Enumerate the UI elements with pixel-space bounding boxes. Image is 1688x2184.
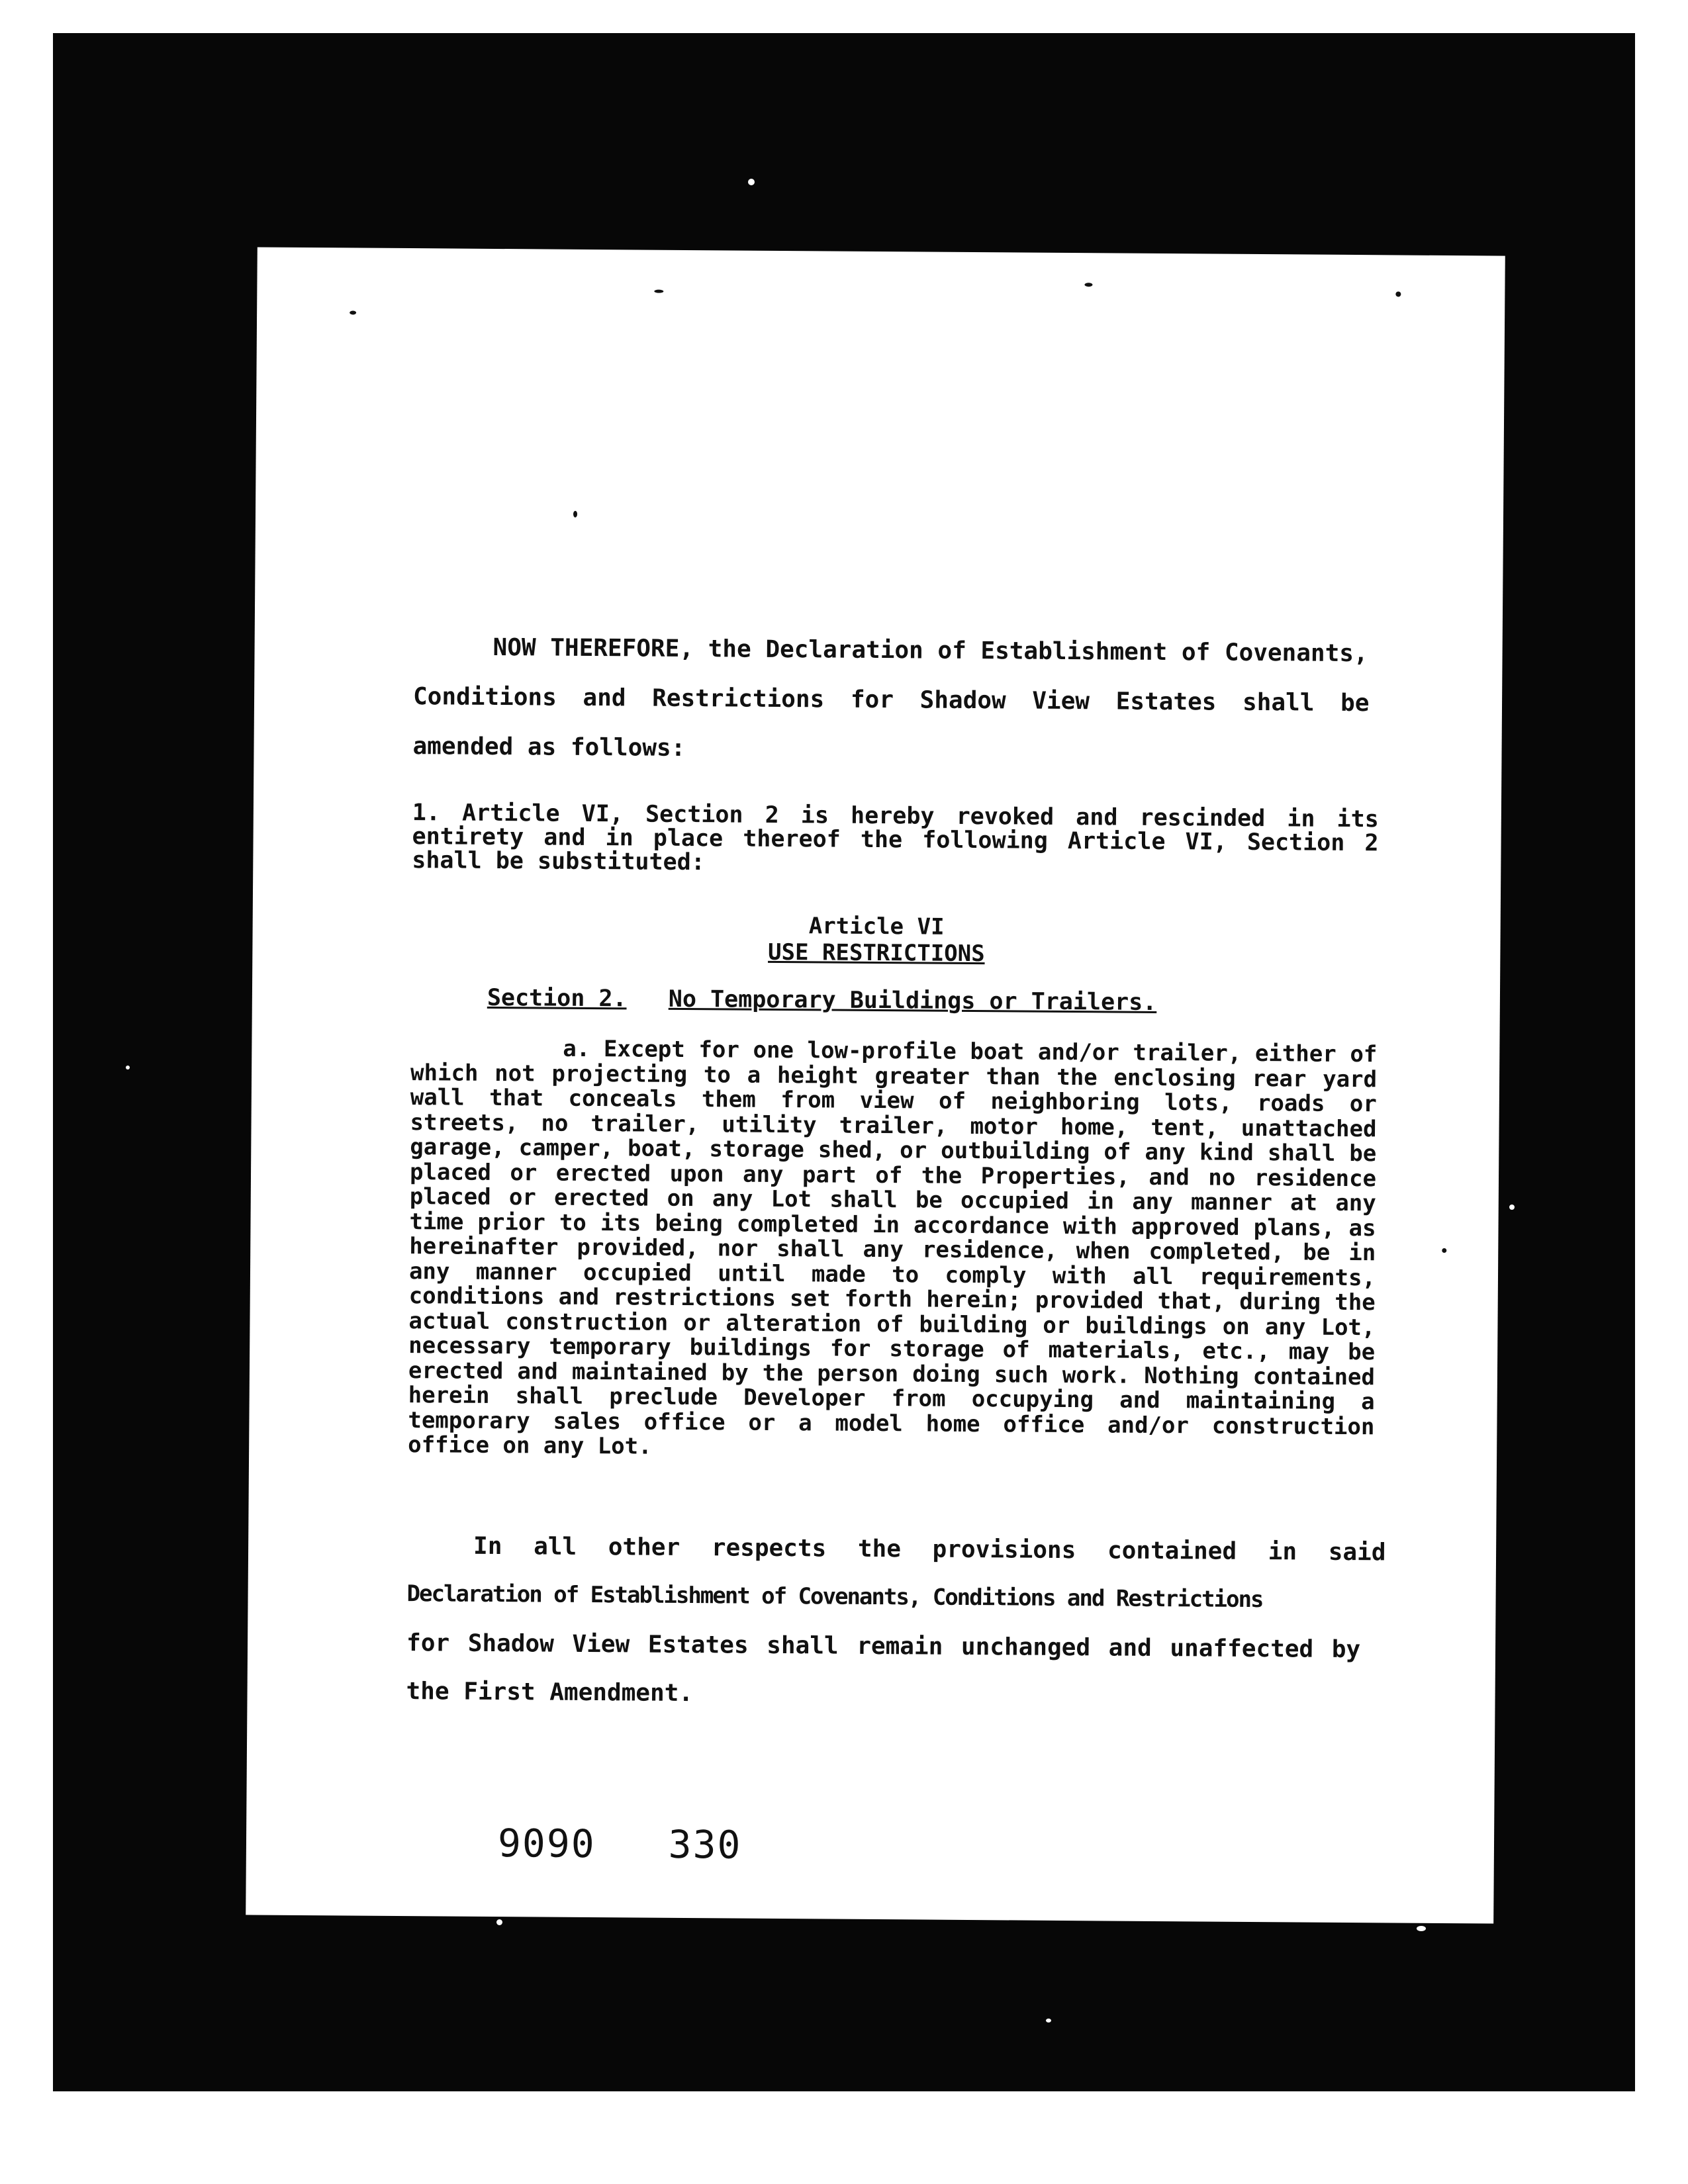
book-page-stamp	[498, 1821, 815, 1868]
closing-line-3: for Shadow View Estates shall remain unchanged and unaffected by	[406, 1629, 1361, 1664]
scan-speck	[748, 179, 755, 185]
section-heading	[487, 985, 1157, 1016]
section-label: Section 2.	[487, 984, 627, 1013]
intro-line-3: amended as follows:	[412, 733, 686, 762]
scan-speck	[1442, 1248, 1446, 1253]
intro-line-2: Conditions and Restrictions for Shadow View Estates shall be	[412, 683, 1370, 717]
intro-line-1: NOW THEREFORE, the Declaration of Establishment of Covenants,	[492, 633, 1368, 668]
scan-speck	[1046, 2019, 1051, 2023]
paragraph-a: a. Except for one low-profile boat and/or trailer, either of which not projecting to a height greater than the enclosing rear yard wall that conceals them from view of neighboring lots, roads or streets, no trailer, utility trailer, motor home, tent, unattached garage, camper, boat, storage shed, or outbuilding of any kind shall be placed or erected upon any part of the Properties, and no residence placed or erected on any Lot shall be occupied in any manner at any time prior to its being completed in accordance with approved plans, as hereinafter provided, nor shall any residence, when completed, be in any manner occupied until made to comply with all requirements, conditions and restrictions set forth herein; provided that, during the actual construction or alteration of building or buildings on any Lot, necessary temporary buildings for storage of materials, etc., may be erected and maintained by the person doing such work. Nothing contained herein shall preclude Developer from occupying and maintaining a temporary sales office or a model home office and/or construction office on any Lot.	[408, 1035, 1378, 1460]
article-title: Article VI	[808, 913, 945, 940]
scan-speck	[1395, 291, 1401, 296]
scan-speck	[126, 1066, 130, 1069]
scan-speck	[1417, 1926, 1426, 1931]
section-title: No Temporary Buildings or Trailers.	[668, 985, 1157, 1016]
document-page	[246, 247, 1505, 1923]
scan-speck	[1509, 1205, 1515, 1210]
scan-background	[53, 33, 1635, 2091]
closing-line-1: In all other respects the provisions contained in said	[473, 1532, 1386, 1567]
closing-line-2: Declaration of Establishment of Covenants, Conditions and Restrictions	[406, 1580, 1263, 1614]
closing-line-4: the First Amendment.	[406, 1678, 694, 1707]
book-number: 9090	[497, 1821, 596, 1867]
scan-speck	[573, 511, 577, 518]
page-number: 330	[668, 1821, 742, 1868]
scan-speck	[654, 290, 663, 293]
item-1-paragraph: 1. Article VI, Section 2 is hereby revoked and rescinded in its entirety and in place thereof the following Article VI, Section 2 shall be substituted:	[412, 799, 1379, 876]
scan-speck	[350, 310, 356, 314]
article-subtitle: USE RESTRICTIONS	[767, 938, 985, 968]
scan-speck	[1084, 283, 1092, 287]
scan-speck	[496, 1919, 502, 1925]
